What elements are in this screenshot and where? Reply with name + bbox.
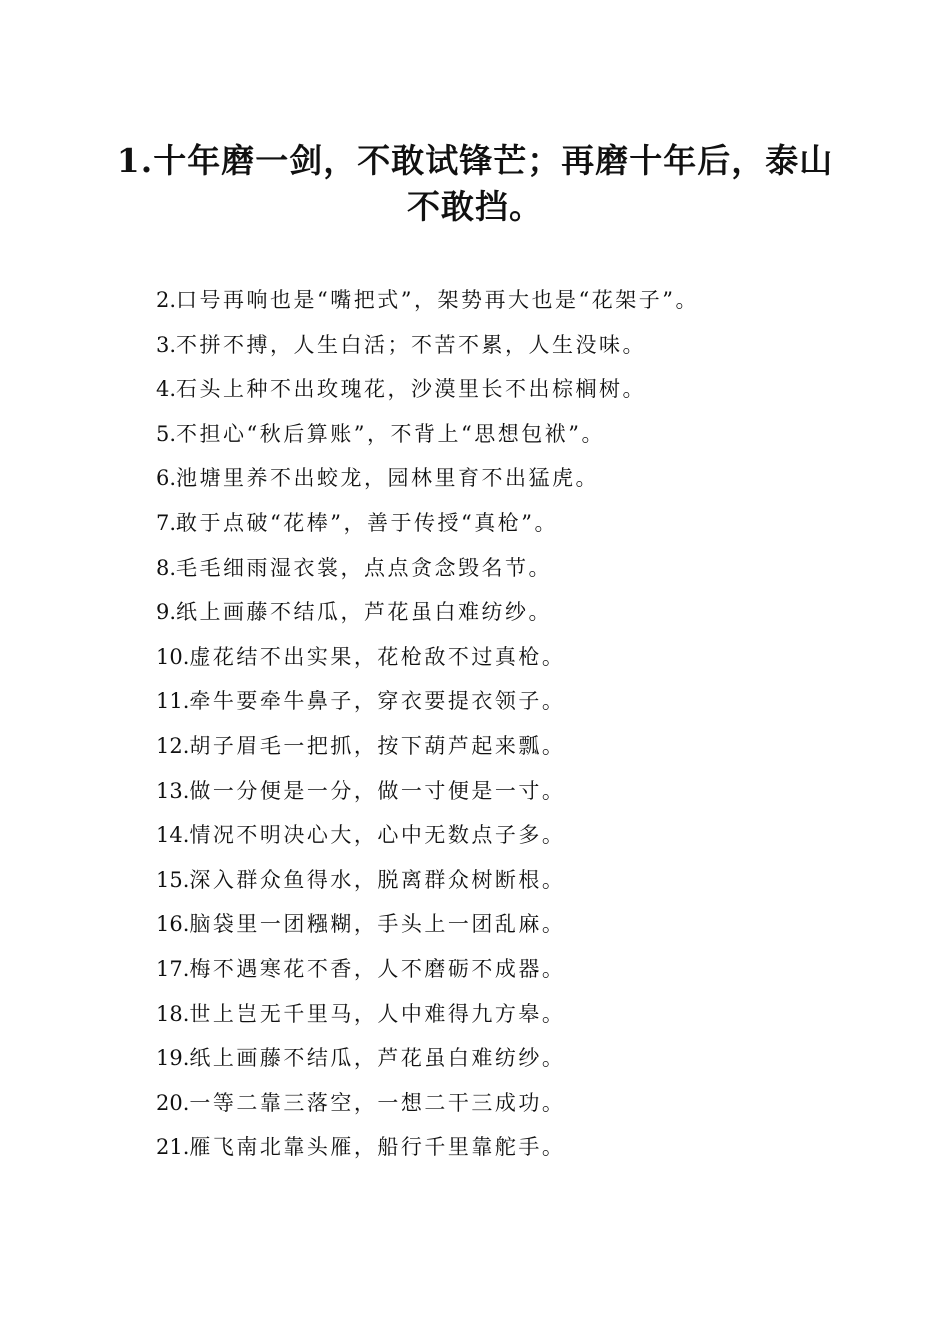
item-text: 脑袋里一团糨糊，手头上一团乱麻。: [189, 912, 566, 937]
list-item: [156, 992, 856, 1037]
list-item: [156, 367, 856, 412]
item-text: 不拼不搏，人生白活；不苦不累，人生没味。: [176, 332, 647, 357]
item-number: 10.: [156, 644, 190, 669]
list-item: [156, 501, 856, 546]
item-number: 18.: [156, 1001, 190, 1026]
list-item: [156, 724, 856, 769]
item-text: 不担心“秋后算账”，不背上“思想包袱”。: [176, 421, 605, 446]
list-item: [156, 813, 856, 858]
item-text: 雁飞南北靠头雁，船行千里靠舵手。: [189, 1135, 566, 1160]
list-item: [156, 769, 856, 814]
item-number: 14.: [156, 823, 190, 848]
list-item: [156, 679, 856, 724]
item-number: 20.: [156, 1090, 190, 1115]
list-item: [156, 902, 856, 947]
item-text: 一等二靠三落空，一想二干三成功。: [189, 1090, 566, 1115]
slogan-list: [156, 278, 856, 1170]
item-number: 19.: [156, 1046, 190, 1071]
item-number: 13.: [156, 778, 190, 803]
item-text: 敢于点破“花棒”，善于传授“真枪”。: [176, 510, 558, 535]
item-number: 6.: [156, 466, 177, 491]
item-number: 11.: [156, 689, 190, 714]
item-number: 9.: [156, 600, 177, 625]
list-item: [156, 590, 856, 635]
list-item: [156, 858, 856, 903]
item-number: 4.: [156, 377, 177, 402]
item-text: 情况不明决心大，心中无数点子多。: [189, 823, 566, 848]
list-item: [156, 456, 856, 501]
item-number: 15.: [156, 867, 190, 892]
item-text: 牵牛要牵牛鼻子，穿衣要提衣领子。: [189, 689, 566, 714]
item-text: 池塘里养不出蛟龙，园林里育不出猛虎。: [176, 466, 600, 491]
item-text: 世上岂无千里马，人中难得九方皋。: [189, 1001, 566, 1026]
item-text: 深入群众鱼得水，脱离群众树断根。: [189, 867, 566, 892]
item-number: 8.: [156, 555, 177, 580]
item-text: 口号再响也是“嘴把式”，架势再大也是“花架子”。: [176, 288, 699, 312]
item-number: 7.: [156, 510, 177, 535]
item-number: 3.: [156, 332, 177, 357]
list-item: [156, 947, 856, 992]
item-text: 纸上画藤不结瓜，芦花虽白难纺纱。: [176, 600, 553, 625]
list-item: [156, 546, 856, 591]
item-text: 做一分便是一分，做一寸便是一寸。: [189, 778, 566, 803]
list-item: [156, 1081, 856, 1126]
item-text: 虚花结不出实果，花枪敌不过真枪。: [189, 644, 566, 669]
document-title: 1.十年磨一剑，不敢试锋芒；再磨十年后，泰山不敢挡。: [116, 141, 834, 226]
item-number: 16.: [156, 912, 190, 937]
list-item: [156, 635, 856, 680]
item-text: 胡子眉毛一把抓，按下葫芦起来瓢。: [189, 733, 566, 758]
list-item: [156, 278, 856, 323]
item-text: 梅不遇寒花不香，人不磨砺不成器。: [189, 956, 566, 981]
item-number: 21.: [156, 1135, 190, 1160]
list-item: [156, 323, 856, 368]
item-text: 石头上种不出玫瑰花，沙漠里长不出棕榈树。: [176, 377, 647, 402]
list-item: [156, 1125, 856, 1170]
list-item: [156, 412, 856, 457]
item-text: 纸上画藤不结瓜，芦花虽白难纺纱。: [189, 1046, 566, 1071]
item-number: 2.: [156, 288, 177, 312]
item-number: 17.: [156, 956, 190, 981]
item-text: 毛毛细雨湿衣裳，点点贪念毁名节。: [176, 555, 553, 580]
item-number: 12.: [156, 733, 190, 758]
list-item: [156, 1036, 856, 1081]
item-number: 5.: [156, 421, 177, 446]
